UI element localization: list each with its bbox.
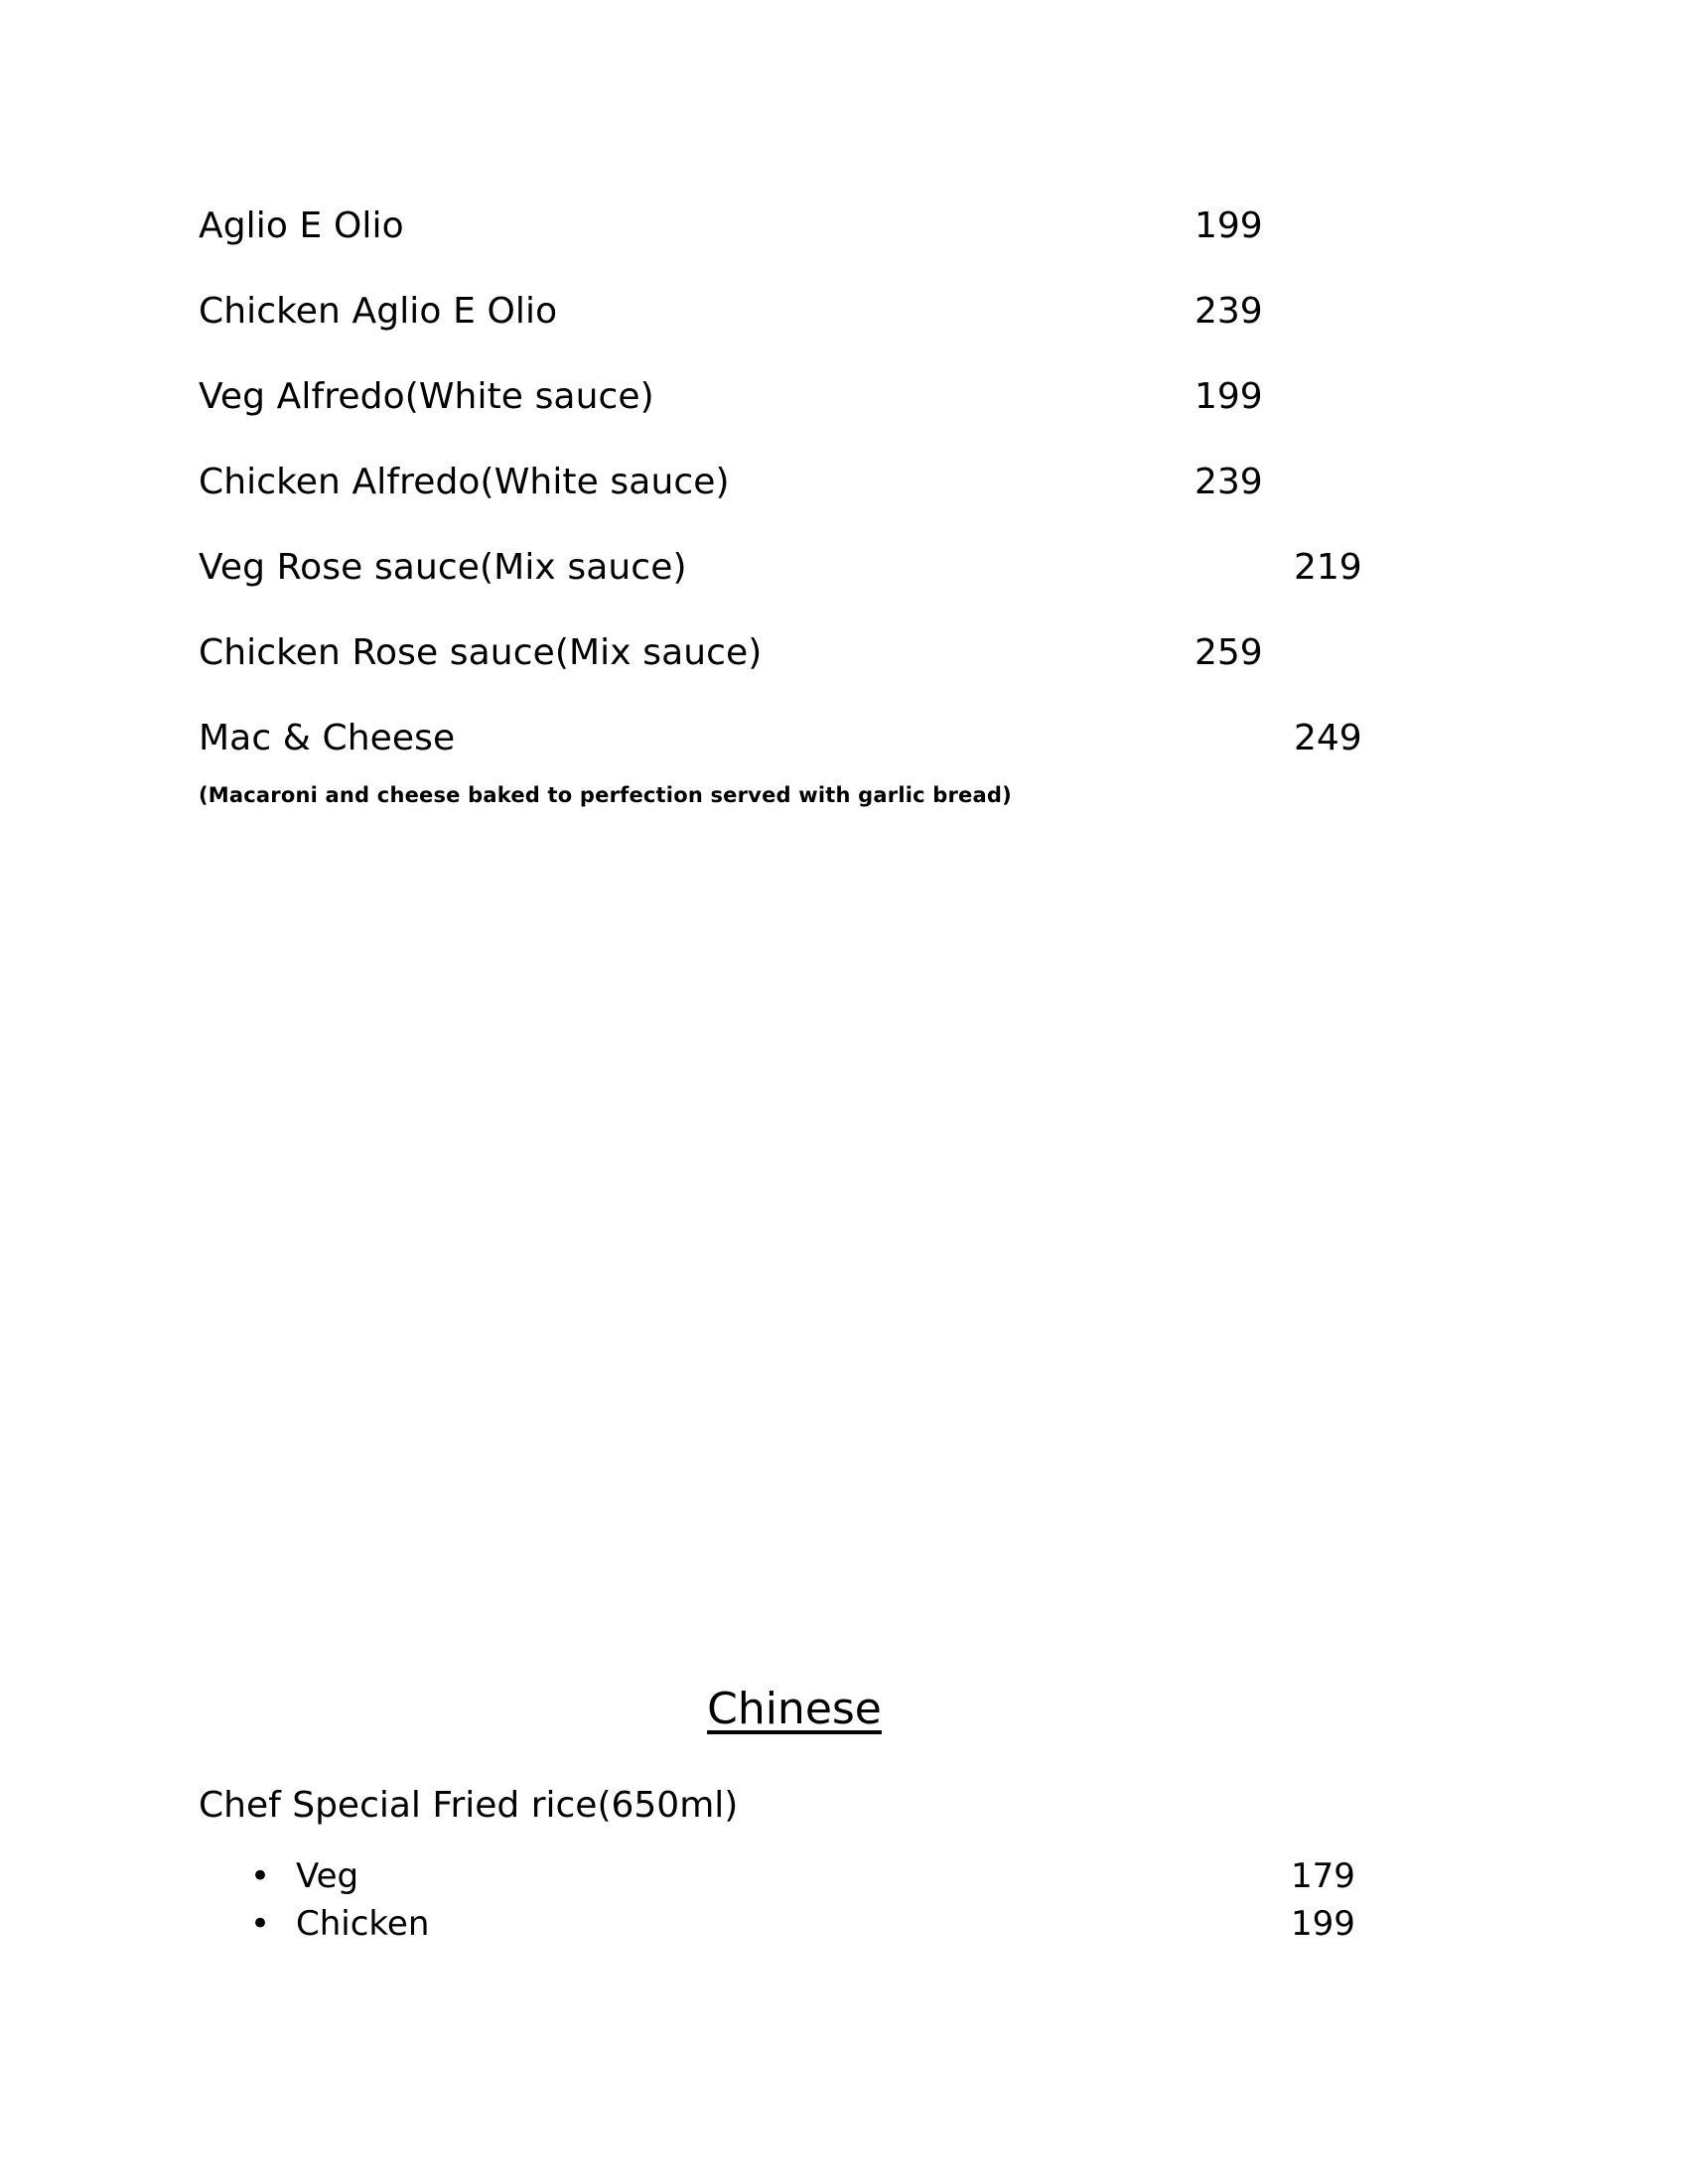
- menu-row: [199, 354, 1489, 440]
- menu-item-name: Chicken Alfredo(White sauce): [199, 462, 730, 502]
- list-item: [199, 1852, 1489, 1900]
- menu-item-name: Mac & Cheese: [199, 718, 456, 758]
- menu-item-price: 199: [1195, 205, 1263, 246]
- menu-option-list: [199, 1852, 1489, 1948]
- chinese-section: [199, 1678, 1489, 1948]
- menu-row: [199, 184, 1489, 269]
- option-label: Chicken: [296, 1904, 430, 1944]
- option-price: 179: [1291, 1856, 1355, 1896]
- menu-item-price: 219: [1294, 547, 1362, 588]
- menu-row: [199, 696, 1489, 781]
- menu-item-name: Chicken Aglio E Olio: [199, 291, 558, 332]
- menu-item-price: 239: [1195, 291, 1263, 332]
- menu-group-title: Chef Special Fried rice(650ml): [199, 1785, 739, 1826]
- section-heading-chinese: Chinese: [707, 1684, 882, 1734]
- option-price: 199: [1291, 1904, 1355, 1944]
- menu-row: [199, 440, 1489, 525]
- menu-row: [199, 269, 1489, 354]
- menu-item-name: Aglio E Olio: [199, 205, 404, 246]
- pasta-section: [199, 184, 1489, 807]
- menu-item-price: 199: [1195, 376, 1263, 417]
- bullet-icon: •: [250, 1856, 271, 1896]
- bullet-icon: •: [250, 1904, 271, 1944]
- menu-item-name: Chicken Rose sauce(Mix sauce): [199, 632, 763, 673]
- menu-item-price: 239: [1195, 462, 1263, 502]
- menu-item-description: (Macaroni and cheese baked to perfection served with garlic bread): [199, 783, 1012, 807]
- menu-row: [199, 525, 1489, 611]
- menu-item-name: Veg Rose sauce(Mix sauce): [199, 547, 687, 588]
- menu-item-price: 249: [1294, 718, 1362, 758]
- menu-row: [199, 611, 1489, 696]
- menu-item-name: Veg Alfredo(White sauce): [199, 376, 654, 417]
- list-item: [199, 1900, 1489, 1948]
- option-label: Veg: [296, 1856, 359, 1896]
- menu-item-price: 259: [1195, 632, 1263, 673]
